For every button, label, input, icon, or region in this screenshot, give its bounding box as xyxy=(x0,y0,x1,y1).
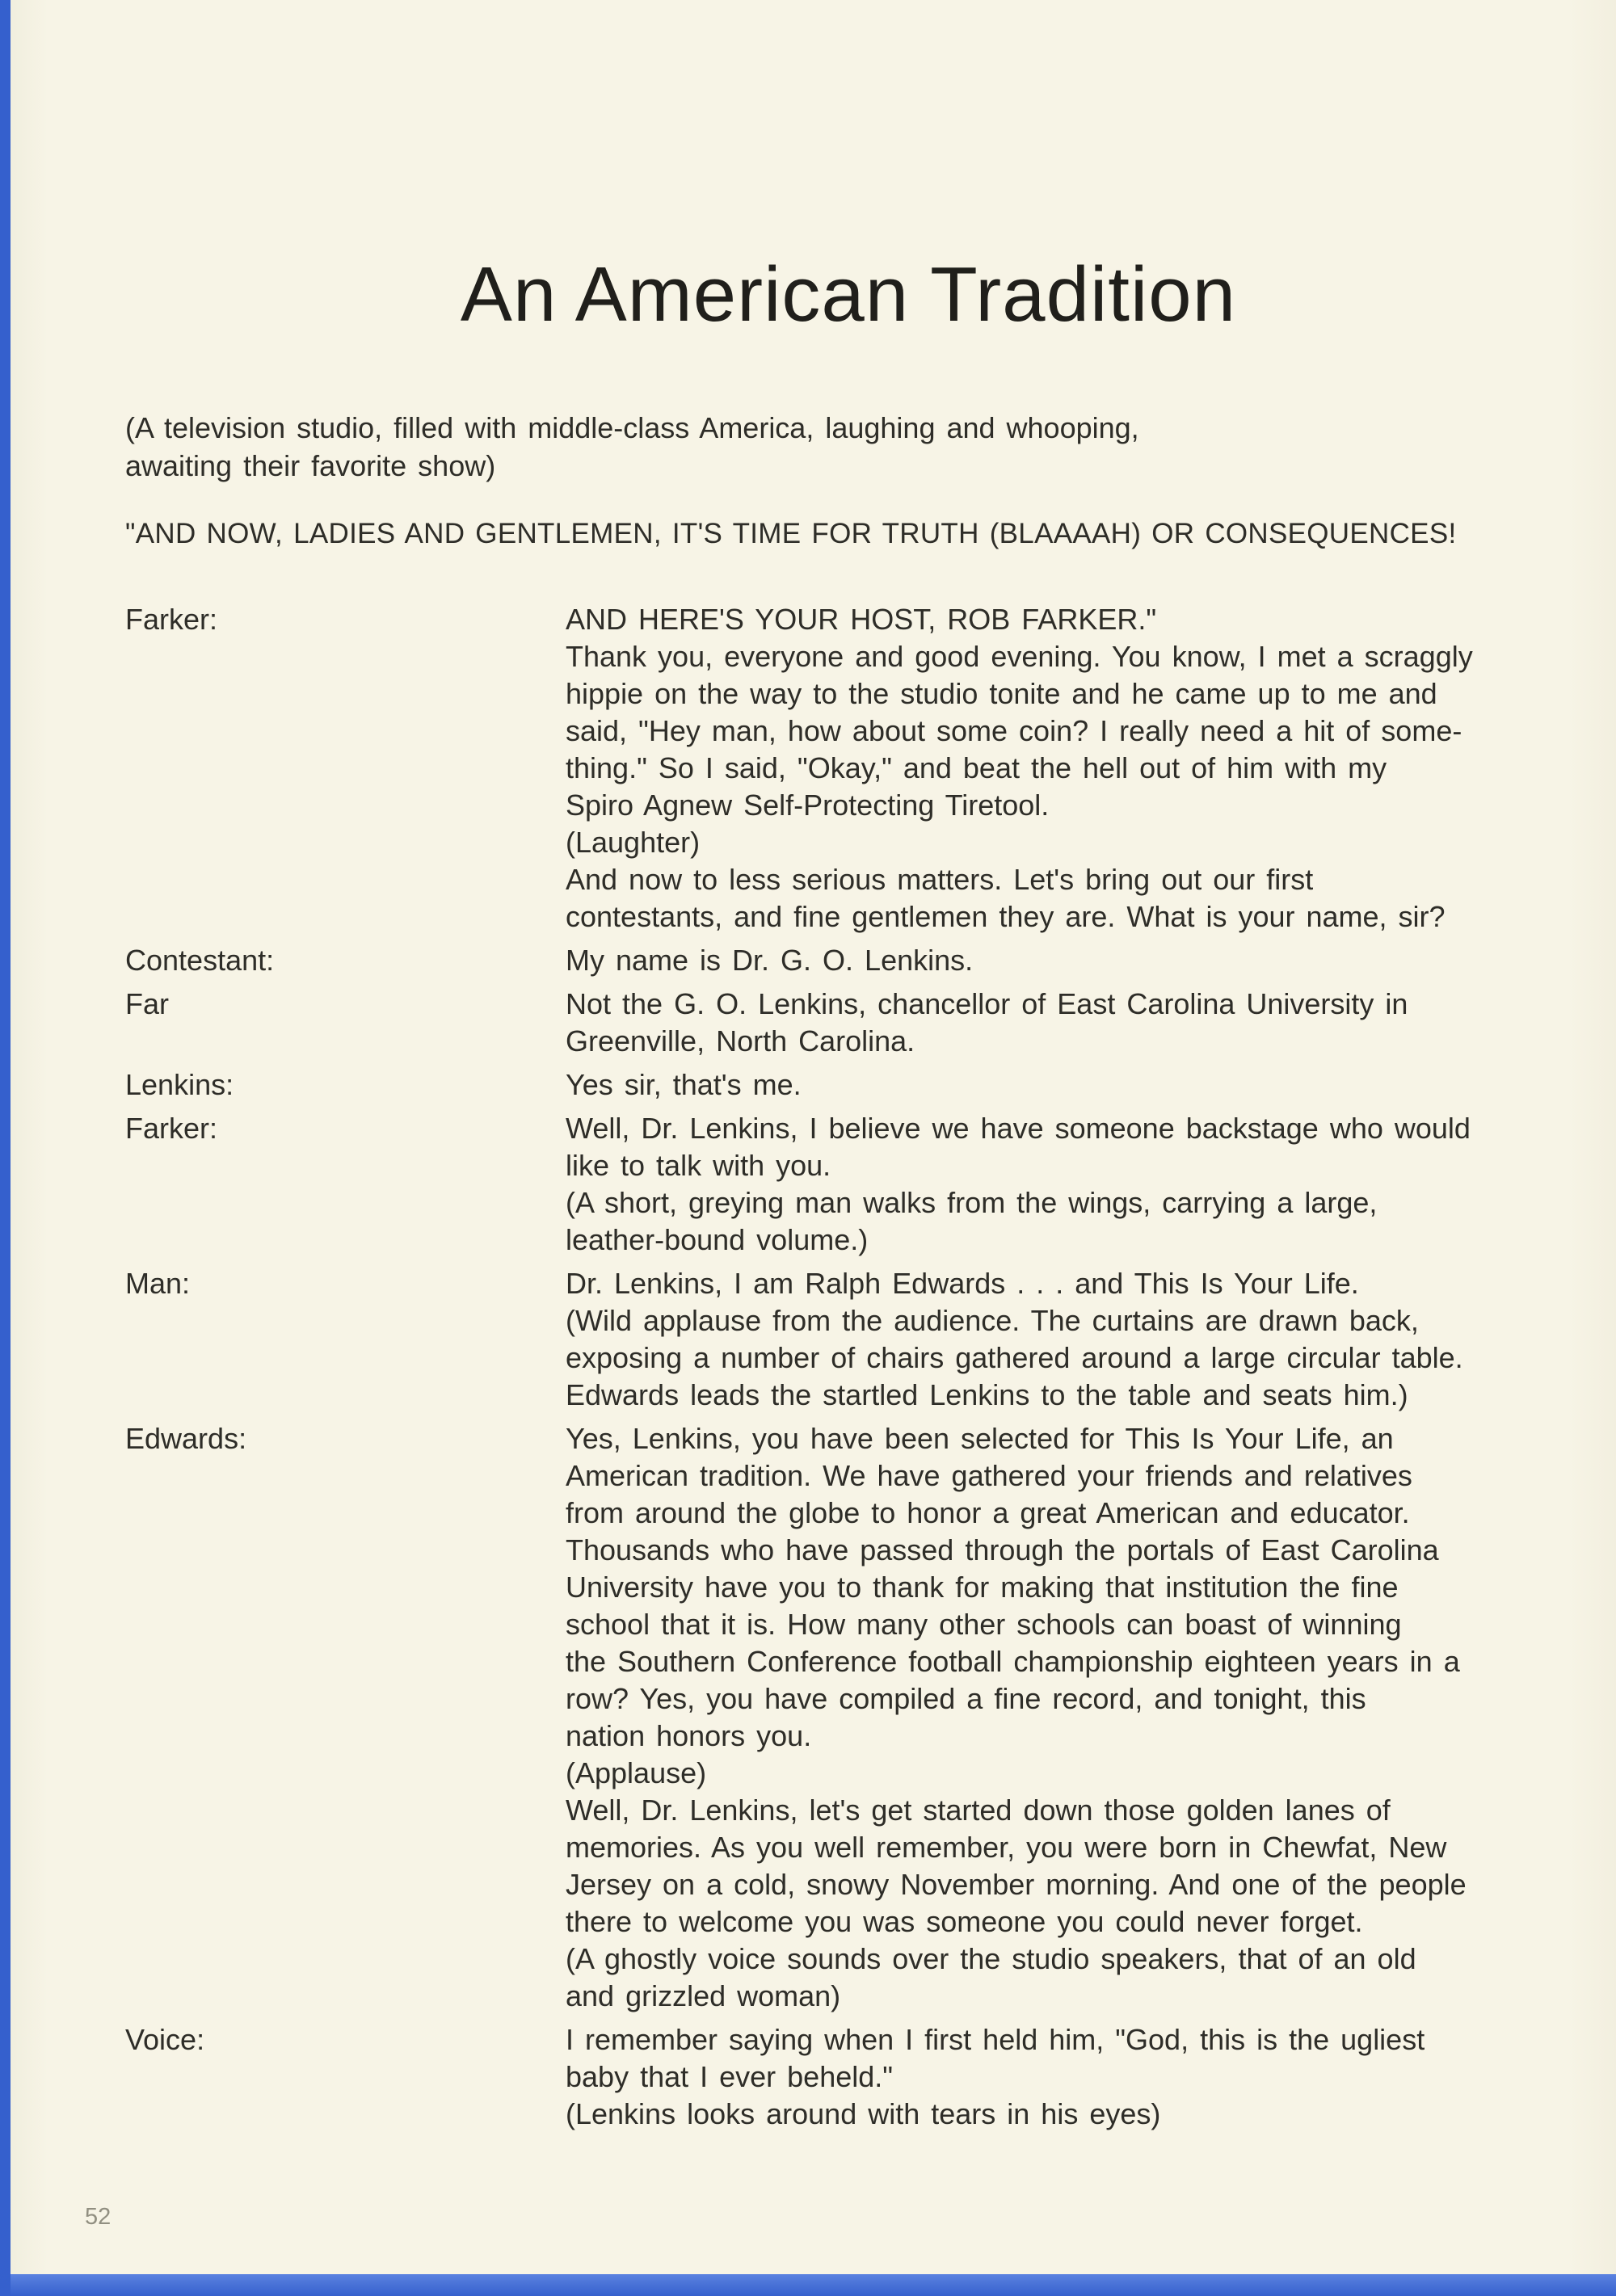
dialogue-line: (Wild applause from the audience. The curtains are drawn back, xyxy=(566,1304,1419,1337)
script-row xyxy=(125,942,1572,979)
script-body xyxy=(125,601,1572,2133)
dialogue-line: Dr. Lenkins, I am Ralph Edwards . . . and This Is Your Life. xyxy=(566,1267,1359,1300)
dialogue-block xyxy=(566,1110,1572,1259)
dialogue-line: Thank you, everyone and good evening. You know, I met a scraggly xyxy=(566,640,1473,673)
dialogue-line: I remember saying when I first held him, "God, this is the ugliest xyxy=(566,2023,1425,2056)
speaker-label: Contestant: xyxy=(125,944,275,977)
dialogue-line: AND HERE'S YOUR HOST, ROB FARKER." xyxy=(566,603,1157,636)
dialogue-line: And now to less serious matters. Let's bring out our first xyxy=(566,863,1314,896)
script-row xyxy=(125,1265,1572,1414)
dialogue-line: said, "Hey man, how about some coin? I really need a hit of some- xyxy=(566,714,1462,747)
stage-direction-line: (A television studio, filled with middle-class America, laughing and whooping, xyxy=(125,411,1139,444)
script-row xyxy=(125,1066,1572,1104)
speaker-label: Lenkins: xyxy=(125,1068,234,1101)
speaker-label: Edwards: xyxy=(125,1422,247,1455)
dialogue-line: Yes, Lenkins, you have been selected for This Is Your Life, an xyxy=(566,1422,1394,1455)
script-row xyxy=(125,986,1572,1060)
dialogue-line: leather-bound volume.) xyxy=(566,1223,869,1256)
opening-stage-direction xyxy=(125,409,1572,485)
dialogue-block xyxy=(566,1420,1572,2015)
dialogue-line: (Laughter) xyxy=(566,826,701,859)
dialogue-block xyxy=(566,1265,1572,1414)
dialogue-line: (Applause) xyxy=(566,1756,707,1789)
dialogue-block xyxy=(566,1066,1572,1104)
script-row xyxy=(125,2021,1572,2133)
announcement-line: "AND NOW, LADIES AND GENTLEMEN, IT'S TIME FOR TRUTH (BLAAAAH) OR CONSEQUENCES! xyxy=(125,518,1457,549)
dialogue-line: Jersey on a cold, snowy November morning. And one of the people xyxy=(566,1868,1467,1901)
scan-edge-bottom xyxy=(0,2274,1616,2296)
speaker-label: Far xyxy=(125,987,169,1020)
dialogue-line: hippie on the way to the studio tonite and he came up to me and xyxy=(566,677,1437,710)
script-row xyxy=(125,1110,1572,1259)
dialogue-line: Well, Dr. Lenkins, let's get started down those golden lanes of xyxy=(566,1793,1391,1827)
speaker-label: Voice: xyxy=(125,2023,205,2056)
scan-edge-left xyxy=(0,0,11,2296)
script-row xyxy=(125,1420,1572,2015)
dialogue-line: thing." So I said, "Okay," and beat the hell out of him with my xyxy=(566,751,1387,784)
dialogue-line: school that it is. How many other schools can boast of winning xyxy=(566,1608,1402,1641)
dialogue-line: memories. As you well remember, you were born in Chewfat, New xyxy=(566,1831,1447,1864)
dialogue-line: from around the globe to honor a great American and educator. xyxy=(566,1496,1410,1529)
speaker-label: Farker: xyxy=(125,1112,218,1145)
speaker-label: Man: xyxy=(125,1267,191,1300)
dialogue-block xyxy=(566,2021,1572,2133)
stage-direction-line: awaiting their favorite show) xyxy=(125,449,496,482)
page-number: 52 xyxy=(85,2204,112,2230)
dialogue-line: Edwards leads the startled Lenkins to the table and seats him.) xyxy=(566,1378,1408,1411)
page-title: An American Tradition xyxy=(460,251,1237,338)
dialogue-line: Thousands who have passed through the portals of East Carolina xyxy=(566,1533,1439,1566)
dialogue-line: University have you to thank for making that institution the fine xyxy=(566,1571,1399,1604)
dialogue-line: Not the G. O. Lenkins, chancellor of East Carolina University in xyxy=(566,987,1408,1020)
dialogue-line: American tradition. We have gathered your friends and relatives xyxy=(566,1459,1412,1492)
dialogue-line: Spiro Agnew Self-Protecting Tiretool. xyxy=(566,788,1050,822)
dialogue-line: (A short, greying man walks from the wings, carrying a large, xyxy=(566,1186,1378,1219)
dialogue-line: Yes sir, that's me. xyxy=(566,1068,802,1101)
dialogue-line: like to talk with you. xyxy=(566,1149,831,1182)
dialogue-line: the Southern Conference football championship eighteen years in a xyxy=(566,1645,1460,1678)
speaker-label: Farker: xyxy=(125,603,218,636)
script-row xyxy=(125,601,1572,936)
dialogue-block xyxy=(566,986,1572,1060)
dialogue-line: exposing a number of chairs gathered around a large circular table. xyxy=(566,1341,1463,1374)
dialogue-block xyxy=(566,601,1572,936)
dialogue-line: (Lenkins looks around with tears in his eyes) xyxy=(566,2097,1161,2130)
dialogue-line: (A ghostly voice sounds over the studio speakers, that of an old xyxy=(566,1942,1416,1975)
dialogue-line: nation honors you. xyxy=(566,1719,812,1752)
dialogue-line: My name is Dr. G. O. Lenkins. xyxy=(566,944,974,977)
dialogue-line: there to welcome you was someone you could never forget. xyxy=(566,1905,1363,1938)
dialogue-line: and grizzled woman) xyxy=(566,1979,841,2012)
dialogue-line: Greenville, North Carolina. xyxy=(566,1024,915,1058)
dialogue-line: contestants, and fine gentlemen they are. What is your name, sir? xyxy=(566,900,1446,933)
dialogue-line: baby that I ever beheld." xyxy=(566,2060,894,2093)
page-content xyxy=(125,250,1572,2139)
dialogue-line: row? Yes, you have compiled a fine record, and tonight, this xyxy=(566,1682,1366,1715)
dialogue-line: Well, Dr. Lenkins, I believe we have someone backstage who would xyxy=(566,1112,1471,1145)
dialogue-block xyxy=(566,942,1572,979)
